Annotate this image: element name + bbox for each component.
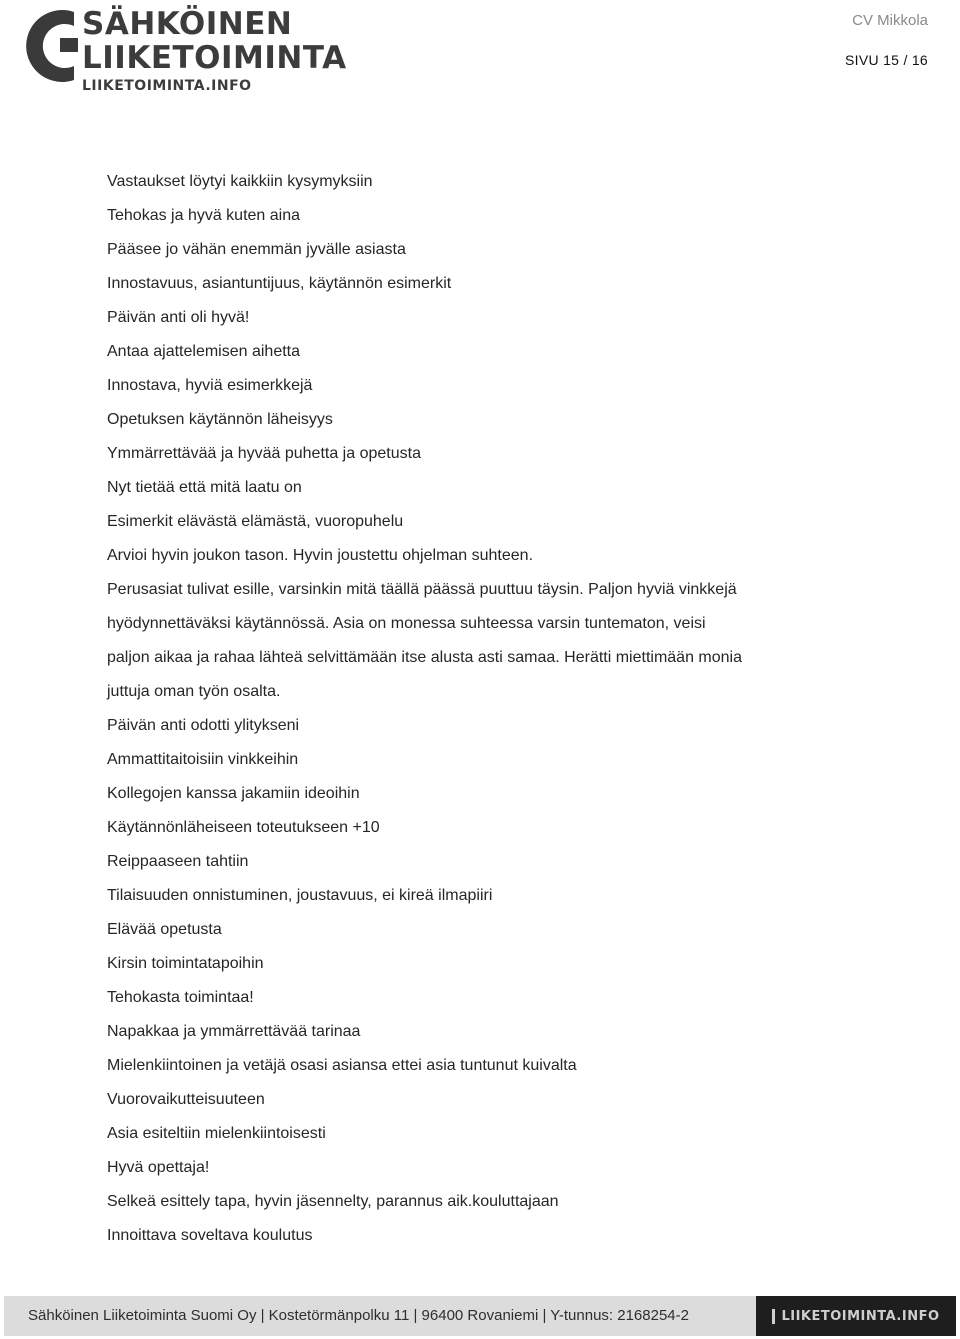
feedback-line: hyödynnettäväksi käytännössä. Asia on monessa suhteessa varsin tuntematon, veisi — [107, 615, 706, 632]
footer-company-info: Sähköinen Liiketoiminta Suomi Oy | Kostetörmänpolku 11 | 96400 Rovaniemi | Y-tunnus: 2168254-2 — [28, 1307, 689, 1324]
document-title: CV Mikkola — [852, 12, 928, 29]
feedback-line: Käytännönläheiseen toteutukseen +10 — [107, 819, 380, 836]
logo-mark-icon — [26, 6, 82, 86]
page-number: SIVU 15 / 16 — [845, 52, 928, 68]
feedback-line: Vuorovaikutteisuuteen — [107, 1091, 265, 1108]
logo-title-line2: LIIKETOIMINTA — [82, 40, 347, 76]
feedback-line: Vastaukset löytyi kaikkiin kysymyksiin — [107, 173, 373, 190]
feedback-line: Tilaisuuden onnistuminen, joustavuus, ei kireä ilmapiiri — [107, 887, 493, 904]
feedback-line: Antaa ajattelemisen aihetta — [107, 343, 301, 360]
feedback-line: Kollegojen kanssa jakamiin ideoihin — [107, 785, 360, 802]
feedback-line: Pääsee jo vähän enemmän jyvälle asiasta — [107, 241, 406, 258]
logo-title-line1: SÄHKÖINEN — [82, 6, 293, 42]
feedback-line: Innostavuus, asiantuntijuus, käytännön esimerkit — [107, 275, 452, 292]
feedback-line: Innoittava soveltava koulutus — [107, 1227, 313, 1244]
feedback-line: Napakkaa ja ymmärrettävää tarinaa — [107, 1023, 361, 1040]
feedback-line: Tehokasta toimintaa! — [107, 989, 254, 1006]
feedback-line: Perusasiat tulivat esille, varsinkin mitä täällä päässä puuttuu täysin. Paljon hyviä vinkkejä — [107, 581, 737, 598]
feedback-line: Arvioi hyvin joukon tason. Hyvin joustettu ohjelman suhteen. — [107, 547, 534, 564]
feedback-line: Asia esiteltiin mielenkiintoisesti — [107, 1125, 326, 1142]
page-header — [845, 12, 928, 68]
feedback-line: Esimerkit elävästä elämästä, vuoropuhelu — [107, 513, 404, 530]
feedback-line: Hyvä opettaja! — [107, 1159, 210, 1176]
footer-brand — [756, 1296, 956, 1336]
feedback-line: Kirsin toimintatapoihin — [107, 955, 264, 972]
company-logo — [26, 6, 347, 98]
logo-website: LIIKETOIMINTA.INFO — [82, 78, 252, 94]
feedback-list — [107, 165, 827, 1253]
feedback-line: Selkeä esittely tapa, hyvin jäsennelty, parannus aik.kouluttajaan — [107, 1193, 559, 1210]
feedback-line: Innostava, hyviä esimerkkejä — [107, 377, 313, 394]
feedback-line: juttuja oman työn osalta. — [107, 683, 281, 700]
feedback-line: Elävää opetusta — [107, 921, 222, 938]
feedback-line: Mielenkiintoinen ja vetäjä osasi asiansa ettei asia tuntunut kuivalta — [107, 1057, 577, 1074]
feedback-line: Nyt tietää että mitä laatu on — [107, 479, 302, 496]
page-footer — [4, 1296, 956, 1336]
feedback-line: paljon aikaa ja rahaa lähteä selvittämään itse alusta asti samaa. Herätti miettimään monia — [107, 649, 742, 666]
feedback-line: Tehokas ja hyvä kuten aina — [107, 207, 301, 224]
feedback-line: Reippaaseen tahtiin — [107, 853, 249, 870]
feedback-line: Päivän anti odotti ylitykseni — [107, 717, 300, 734]
feedback-line: Opetuksen käytännön läheisyys — [107, 411, 333, 428]
footer-brand-label: LIIKETOIMINTA.INFO — [772, 1309, 939, 1324]
feedback-line: Päivän anti oli hyvä! — [107, 309, 250, 326]
feedback-line: Ymmärrettävää ja hyvää puhetta ja opetusta — [107, 445, 421, 462]
feedback-line: Ammattitaitoisiin vinkkeihin — [107, 751, 299, 768]
